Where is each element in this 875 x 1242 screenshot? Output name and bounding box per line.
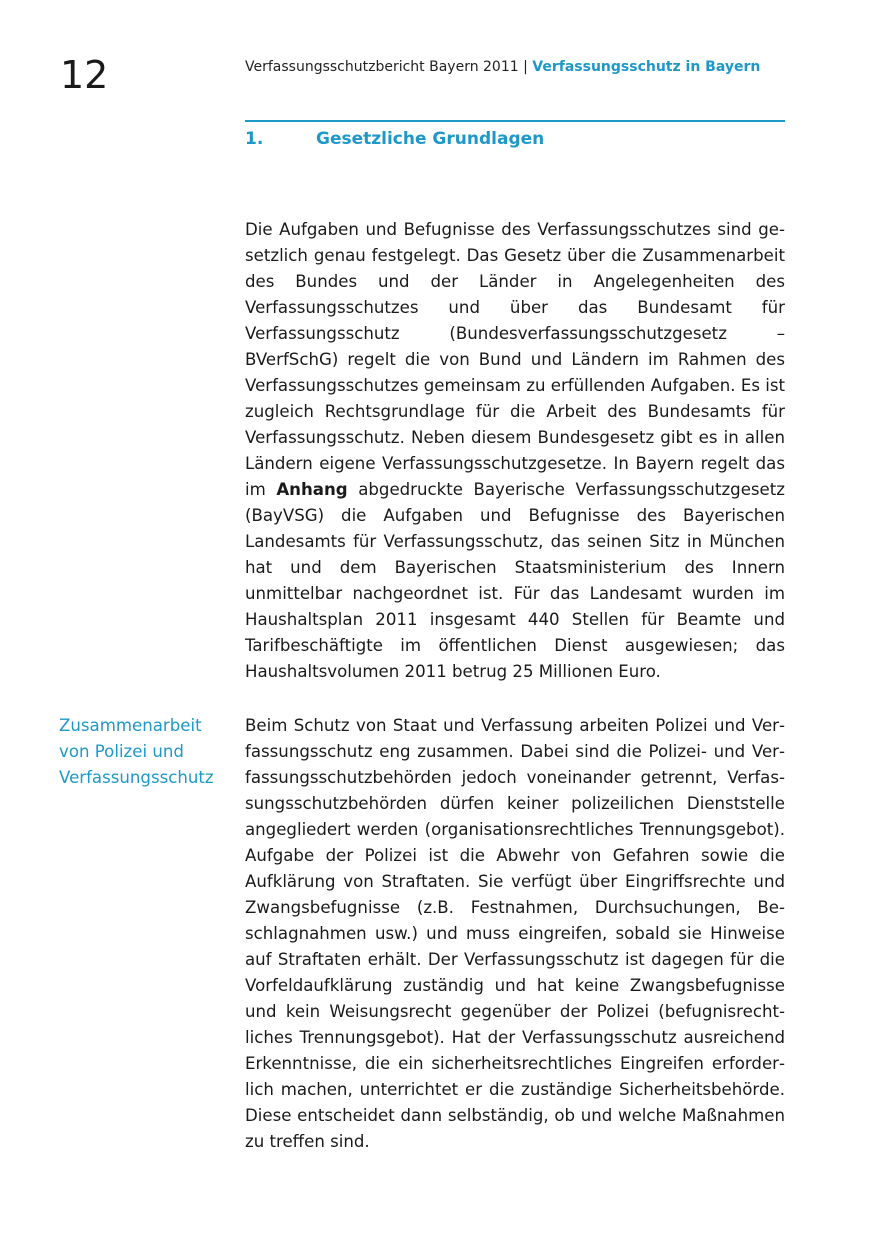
paragraph-1-part-1: Die Aufgaben und Befugnisse des Verfassungsschutzes sind gesetzlich genau festgelegt. Das Gesetz über die Zusammenarbeit des Bundes und der Länder in Angelegenheiten des Verfassungsschutzes und über das Bundesamt für Verfassungsschutz (Bundesverfassungsschutzgesetz – BVerfSchG) regelt die von Bund und Ländern im Rahmen des Verfassungsschutzes gemeinsam zu erfüllenden Aufgaben. Es ist zugleich Rechtsgrundlage für die Arbeit des Bundesamts für Verfassungsschutz. Neben diesem Bundesgesetz gibt es in allen Ländern eigene Verfassungsschutzgesetze. In Bayern regelt das im xyxy=(245,220,786,499)
marginal-note-line-3: Verfassungsschutz xyxy=(59,768,214,787)
marginal-note-line-1: Zusammenarbeit xyxy=(59,716,202,735)
body-paragraph-1 xyxy=(245,217,785,685)
chapter-number: 1. xyxy=(245,129,264,149)
marginal-note xyxy=(59,713,234,791)
anhang-emphasis: Anhang xyxy=(276,480,348,499)
body-paragraph-2: Beim Schutz von Staat und Verfassung arbeiten Polizei und Verfassungsschutz eng zusammen. Dabei sind die Polizei- und Verfassungsschutzbehörden jedoch voneinander getrennt, Verfassungsschutzbehörden dürfen keiner polizeilichen Dienststelle angegliedert werden (organisationsrechtliches Trennungsgebot). Aufgabe der Polizei ist die Abwehr von Gefahren sowie die Aufklärung von Straftaten. Sie verfügt über Eingriffsrechte und Zwangsbefugnisse (z.B. Festnahmen, Durchsuchungen, Beschlagnahmen usw.) und muss eingreifen, sobald sie Hinweise auf Straftaten erhält. Der Verfassungsschutz ist dagegen für die Vorfeldaufklärung zuständig und hat keine Zwangsbefugnisse und kein Weisungsrecht gegenüber der Polizei (befugnisrechtliches Trennungsgebot). Hat der Verfassungsschutz ausreichend Erkenntnisse, die ein sicherheitsrechtliches Eingreifen erforderlich machen, unterrichtet er die zuständige Sicherheitsbehörde. Diese entscheidet dann selbständig, ob und welche Maßnahmen zu treffen sind. xyxy=(245,716,785,1151)
running-header xyxy=(245,57,760,77)
page-number: 12 xyxy=(60,53,109,97)
section-title: Verfassungsschutz in Bayern xyxy=(532,59,761,75)
paragraph-1-part-2: abgedruckte Bayerische Verfassungsschutzgesetz (BayVSG) die Aufgaben und Befugnisse des Bayerischen Landesamts für Verfassungsschutz, das seinen Sitz in München hat und dem Bayerischen Staatsministerium des Innern unmittelbar nachgeordnet ist. Für das Landesamt wurden im Haushaltsplan 2011 insgesamt 440 Stellen für Beamte und Tarifbeschäftigte im öffentlichen Dienst ausgewiesen; das Haushaltsvolumen 2011 betrug 25 Millionen Euro. xyxy=(245,480,785,681)
chapter-title: Gesetzliche Grundlagen xyxy=(316,129,545,149)
header-rule xyxy=(245,120,785,122)
chapter-heading xyxy=(245,128,785,150)
header-separator: | xyxy=(523,59,528,75)
publication-title: Verfassungsschutzbericht Bayern 2011 xyxy=(245,59,519,75)
marginal-note-line-2: von Polizei und xyxy=(59,742,184,761)
